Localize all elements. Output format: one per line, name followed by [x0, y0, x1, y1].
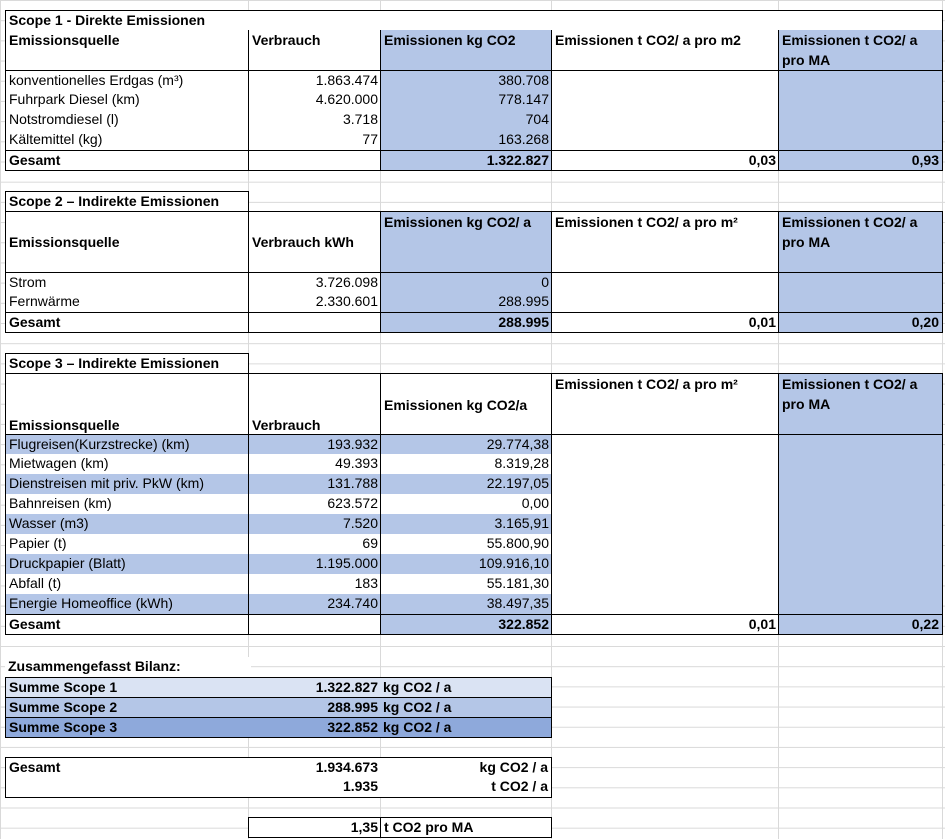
scope2-row-emissions: 0 — [380, 272, 552, 292]
scope3-row-emissions: 109.916,10 — [380, 554, 552, 574]
summary-row-unit: kg CO2 / a — [380, 697, 552, 717]
scope2-header-per-m2: Emissionen t CO2/ a pro m² — [551, 211, 779, 272]
scope3-row-usage: 183 — [248, 574, 381, 594]
scope3-title: Scope 3 – Indirekte Emissionen — [5, 353, 249, 374]
scope1-header-per-ma: Emissionen t CO2/ a pro MA — [778, 30, 943, 70]
scope3-total-usage — [248, 614, 381, 635]
scope3-total-per-m2: 0,01 — [551, 614, 779, 635]
summary-row-label: Summe Scope 2 — [5, 697, 249, 717]
scope3-per-ma-area — [778, 434, 943, 614]
scope1-row-source: Notstromdiesel (l) — [5, 110, 249, 130]
scope3-row-usage: 7.520 — [248, 514, 381, 534]
scope3-row-emissions: 55.800,90 — [380, 534, 552, 554]
scope1-row-usage: 1.863.474 — [248, 70, 381, 90]
scope2-header-per-ma: Emissionen t CO2/ a pro MA — [778, 211, 943, 272]
scope3-row-emissions: 22.197,05 — [380, 474, 552, 494]
summary-row-unit: kg CO2 / a — [380, 717, 552, 738]
scope1-row-usage: 77 — [248, 130, 381, 150]
scope2-per-ma-area — [778, 272, 943, 312]
scope3-row-source: Wasser (m3) — [5, 514, 249, 534]
summary-total-kg-unit: kg CO2 / a — [380, 757, 552, 777]
scope1-per-m2-area — [551, 70, 779, 150]
scope3-row-usage: 234.740 — [248, 594, 381, 614]
scope1-header-usage: Verbrauch — [248, 30, 381, 70]
scope3-header-usage: Verbrauch — [248, 373, 381, 434]
summary-row-label: Summe Scope 3 — [5, 717, 249, 738]
scope3-header-source: Emissionsquelle — [5, 373, 249, 434]
scope1-row-source: konventionelles Erdgas (m³) — [5, 70, 249, 90]
summary-per-ma-value: 1,35 — [248, 817, 381, 838]
scope3-row-source: Bahnreisen (km) — [5, 494, 249, 514]
scope1-total-per-ma: 0,93 — [778, 150, 943, 171]
scope2-row-source: Strom — [5, 272, 249, 292]
scope1-row-emissions: 163.268 — [380, 130, 552, 150]
scope2-total-per-ma: 0,20 — [778, 312, 943, 333]
scope3-header-emissions: Emissionen kg CO2/a — [380, 373, 552, 434]
scope3-row-emissions: 8.319,28 — [380, 454, 552, 474]
scope3-row-source: Mietwagen (km) — [5, 454, 249, 474]
scope2-row-usage: 3.726.098 — [248, 272, 381, 292]
scope1-per-ma-area — [778, 70, 943, 150]
scope2-total-usage — [248, 312, 381, 333]
scope2-title: Scope 2 – Indirekte Emissionen — [5, 191, 249, 212]
scope1-total-label: Gesamt — [5, 150, 249, 171]
summary-total-t: 1.935 — [248, 777, 381, 798]
summary-total-label: Gesamt — [5, 757, 249, 777]
scope2-header-emissions: Emissionen kg CO2/ a — [380, 211, 552, 272]
scope3-row-source: Dienstreisen mit priv. PkW (km) — [5, 474, 249, 494]
scope2-total-label: Gesamt — [5, 312, 249, 333]
scope3-row-emissions: 55.181,30 — [380, 574, 552, 594]
scope3-row-emissions: 3.165,91 — [380, 514, 552, 534]
summary-row-value: 322.852 — [248, 717, 381, 738]
scope1-row-usage: 3.718 — [248, 110, 381, 130]
scope3-row-source: Abfall (t) — [5, 574, 249, 594]
scope2-header-usage: Verbrauch kWh — [248, 211, 381, 272]
scope3-row-usage: 193.932 — [248, 434, 381, 454]
scope2-total-emissions: 288.995 — [380, 312, 552, 333]
scope1-row-emissions: 778.147 — [380, 90, 552, 110]
scope2-row-emissions: 288.995 — [380, 292, 552, 312]
scope1-row-source: Kältemittel (kg) — [5, 130, 249, 150]
summary-total-t-spacer — [5, 777, 249, 798]
scope3-row-source: Energie Homeoffice (kWh) — [5, 594, 249, 614]
scope2-header-source: Emissionsquelle — [5, 211, 249, 272]
scope3-row-usage: 69 — [248, 534, 381, 554]
scope3-total-label: Gesamt — [5, 614, 249, 635]
scope3-row-emissions: 38.497,35 — [380, 594, 552, 614]
scope3-header-per-ma: Emissionen t CO2/ a pro MA — [778, 373, 943, 434]
scope3-row-usage: 1.195.000 — [248, 554, 381, 574]
scope3-row-source: Druckpapier (Blatt) — [5, 554, 249, 574]
summary-row-value: 1.322.827 — [248, 677, 381, 697]
scope3-row-emissions: 0,00 — [380, 494, 552, 514]
scope1-total-per-m2: 0,03 — [551, 150, 779, 171]
summary-row-label: Summe Scope 1 — [5, 677, 249, 697]
scope1-row-emissions: 704 — [380, 110, 552, 130]
scope3-row-source: Papier (t) — [5, 534, 249, 554]
summary-title: Zusammengefasst Bilanz: — [5, 657, 251, 677]
scope3-row-usage: 623.572 — [248, 494, 381, 514]
scope1-header-emissions: Emissionen kg CO2 — [380, 30, 552, 70]
summary-total-t-unit: t CO2 / a — [380, 777, 552, 798]
summary-row-unit: kg CO2 / a — [380, 677, 552, 697]
scope3-total-emissions: 322.852 — [380, 614, 552, 635]
scope2-per-m2-area — [551, 272, 779, 312]
scope1-header-per-m2: Emissionen t CO2/ a pro m2 — [551, 30, 779, 70]
scope3-total-per-ma: 0,22 — [778, 614, 943, 635]
scope3-header-per-m2: Emissionen t CO2/ a pro m² — [551, 373, 779, 434]
scope3-row-usage: 49.393 — [248, 454, 381, 474]
summary-per-ma-unit: t CO2 pro MA — [380, 817, 552, 838]
scope3-per-m2-area — [551, 434, 779, 614]
scope1-row-source: Fuhrpark Diesel (km) — [5, 90, 249, 110]
scope1-header-source: Emissionsquelle — [5, 30, 249, 70]
scope3-row-source: Flugreisen(Kurzstrecke) (km) — [5, 434, 249, 454]
scope2-row-usage: 2.330.601 — [248, 292, 381, 312]
summary-row-value: 288.995 — [248, 697, 381, 717]
scope3-row-usage: 131.788 — [248, 474, 381, 494]
summary-total-kg: 1.934.673 — [248, 757, 381, 777]
scope2-row-source: Fernwärme — [5, 292, 249, 312]
scope3-row-emissions: 29.774,38 — [380, 434, 552, 454]
scope1-title: Scope 1 - Direkte Emissionen — [5, 10, 943, 31]
scope1-row-emissions: 380.708 — [380, 70, 552, 90]
scope1-total-emissions: 1.322.827 — [380, 150, 552, 171]
scope1-row-usage: 4.620.000 — [248, 90, 381, 110]
scope1-total-usage — [248, 150, 381, 171]
scope2-total-per-m2: 0,01 — [551, 312, 779, 333]
